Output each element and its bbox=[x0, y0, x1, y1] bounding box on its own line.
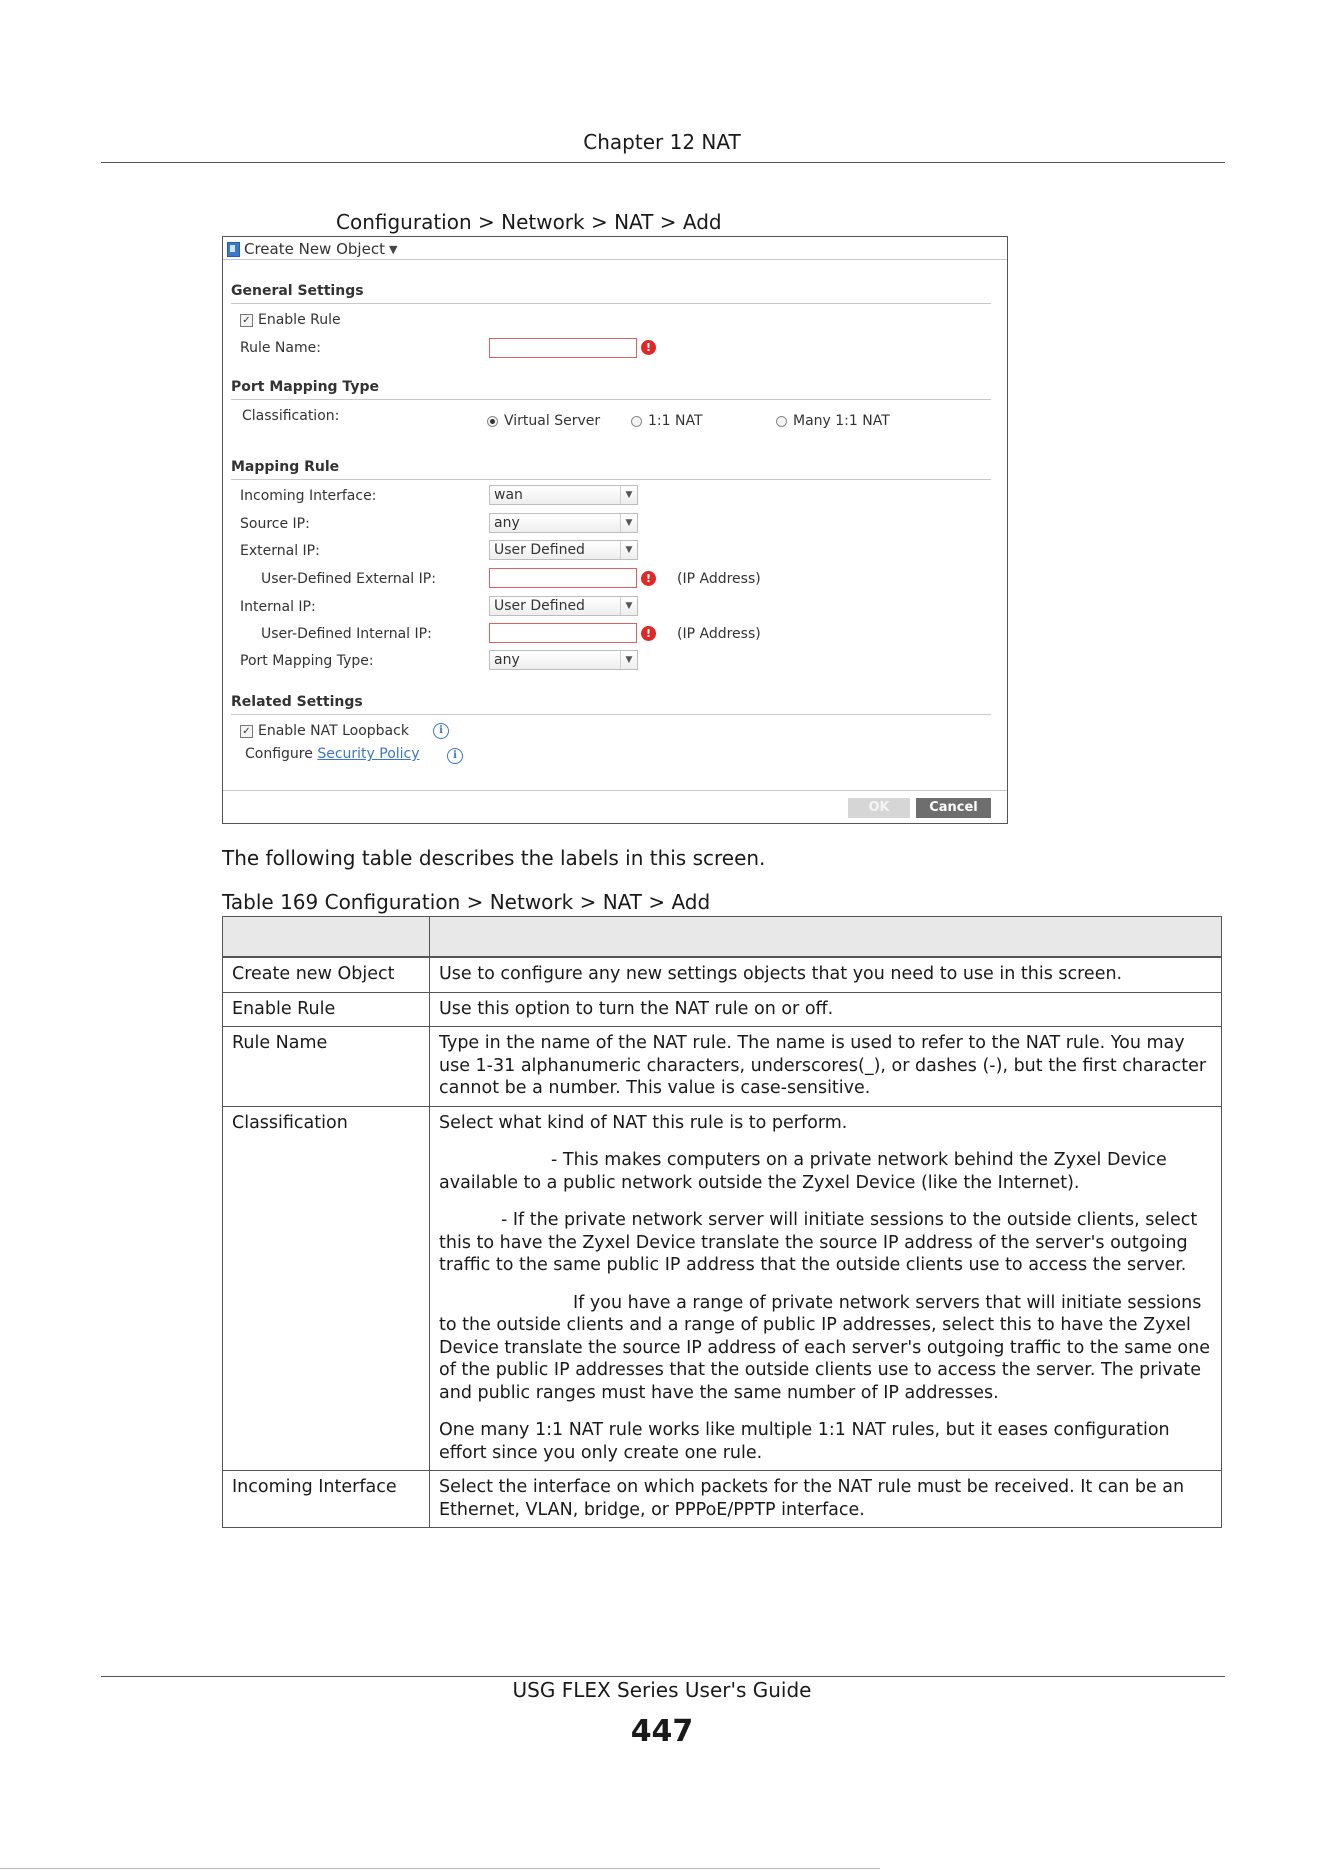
select-value: any bbox=[494, 652, 520, 668]
toolbar-divider bbox=[223, 259, 1007, 260]
external-ip-label: External IP: bbox=[240, 543, 320, 559]
row-label: Classification bbox=[223, 1106, 430, 1471]
row-label: Enable Rule bbox=[223, 992, 430, 1027]
info-icon[interactable]: i bbox=[433, 723, 449, 739]
row-description bbox=[430, 992, 1222, 1027]
warning-icon: ! bbox=[641, 626, 656, 641]
row-label: Create new Object bbox=[223, 957, 430, 992]
section-divider bbox=[231, 303, 991, 304]
footer-divider bbox=[223, 790, 1007, 791]
section-divider bbox=[231, 714, 991, 715]
internal-ip-label: Internal IP: bbox=[240, 599, 316, 615]
table-row bbox=[223, 1471, 1222, 1528]
section-divider bbox=[231, 399, 991, 400]
internal-ip-hint: (IP Address) bbox=[677, 626, 761, 642]
incoming-interface-select[interactable] bbox=[489, 485, 638, 505]
table-row bbox=[223, 1106, 1222, 1471]
configure-security-policy bbox=[245, 746, 420, 762]
enable-rule-checkbox[interactable]: ✓ bbox=[240, 314, 253, 327]
rule-name-input[interactable] bbox=[489, 338, 637, 358]
enable-nat-loopback-checkbox[interactable]: ✓ bbox=[240, 725, 253, 738]
select-value: wan bbox=[494, 487, 523, 503]
select-value: User Defined bbox=[494, 598, 585, 614]
header-divider bbox=[101, 162, 1225, 163]
internal-ip-select[interactable] bbox=[489, 596, 638, 616]
create-new-object-menu[interactable] bbox=[227, 240, 397, 258]
warning-icon: ! bbox=[641, 340, 656, 355]
chevron-down-icon: ▼ bbox=[620, 514, 637, 532]
row-description bbox=[430, 957, 1222, 992]
header-cell-description bbox=[430, 917, 1222, 958]
row-label: Rule Name bbox=[223, 1027, 430, 1107]
row-paragraph: Type in the name of the NAT rule. The name is used to refer to the NAT rule. You may use 1-31 alphanumeric characters, underscores(_), or dashes (-), but the first character cannot be a number. This value is case-sensitive. bbox=[439, 1033, 1207, 1098]
warning-icon: ! bbox=[641, 571, 656, 586]
table-header-row bbox=[223, 917, 1222, 958]
select-value: User Defined bbox=[494, 542, 585, 558]
row-description bbox=[430, 1027, 1222, 1107]
row-paragraph: Select the interface on which packets for the NAT rule must be received. It can be an Ethernet, VLAN, bridge, or PPPoE/PPTP interface. bbox=[439, 1477, 1185, 1520]
table-row bbox=[223, 1027, 1222, 1107]
table-row bbox=[223, 957, 1222, 992]
row-description bbox=[430, 1106, 1222, 1471]
page-edge-line bbox=[0, 1868, 880, 1869]
caret-down-icon: ▼ bbox=[388, 242, 398, 256]
row-label: Incoming Interface bbox=[223, 1471, 430, 1528]
info-icon[interactable]: i bbox=[447, 748, 463, 764]
row-paragraph: Use this option to turn the NAT rule on or off. bbox=[439, 998, 834, 1019]
configure-label: Configure bbox=[245, 746, 313, 762]
rule-name-label: Rule Name: bbox=[240, 340, 321, 356]
row-paragraph: Use to configure any new settings objects that you need to use in this screen. bbox=[439, 964, 1123, 984]
security-policy-link[interactable]: Security Policy bbox=[317, 746, 420, 762]
user-defined-external-ip-input[interactable] bbox=[489, 568, 637, 588]
chevron-down-icon: ▼ bbox=[620, 541, 637, 559]
row-description bbox=[430, 1471, 1222, 1528]
source-ip-label: Source IP: bbox=[240, 516, 310, 532]
enable-rule-label: Enable Rule bbox=[258, 312, 341, 328]
labels-table bbox=[222, 916, 1222, 1528]
row-paragraph: One many 1:1 NAT rule works like multiple 1:1 NAT rules, but it eases configuration effort since you only create one rule. bbox=[439, 1420, 1170, 1463]
source-ip-select[interactable] bbox=[489, 513, 638, 533]
enable-nat-loopback-label: Enable NAT Loopback bbox=[258, 723, 409, 739]
create-new-object-label: Create New Object bbox=[244, 240, 385, 258]
row-paragraph: Select what kind of NAT this rule is to perform. bbox=[439, 1112, 848, 1133]
user-defined-internal-ip-input[interactable] bbox=[489, 623, 637, 643]
user-defined-internal-ip-label: User-Defined Internal IP: bbox=[261, 626, 432, 642]
section-divider bbox=[231, 479, 991, 480]
external-ip-hint: (IP Address) bbox=[677, 571, 761, 587]
user-defined-external-ip-label: User-Defined External IP: bbox=[261, 571, 436, 587]
row-paragraph: - This makes computers on a private network behind the Zyxel Device available to a public network outside the Zyxel Device (like the Internet). bbox=[439, 1150, 1167, 1193]
page-number: 447 bbox=[630, 1714, 694, 1749]
chapter-title: Chapter 12 NAT bbox=[583, 130, 741, 154]
radio-many-1-1-nat[interactable] bbox=[776, 416, 787, 427]
row-paragraph: - If the private network server will initiate sessions to the outside clients, select this to have the Zyxel Device translate the source IP address of the server's outgoing traffic to the same public IP address that the outside clients use to access the server. bbox=[439, 1210, 1198, 1275]
intro-text: The following table describes the labels in this screen. bbox=[222, 846, 766, 870]
external-ip-select[interactable] bbox=[489, 540, 638, 560]
header-cell-label bbox=[223, 917, 430, 958]
footer-divider bbox=[101, 1676, 1225, 1677]
incoming-interface-label: Incoming Interface: bbox=[240, 488, 377, 504]
radio-virtual-server[interactable] bbox=[487, 416, 498, 427]
chevron-down-icon: ▼ bbox=[620, 486, 637, 504]
select-value: any bbox=[494, 515, 520, 531]
figure-caption: Configuration > Network > NAT > Add bbox=[336, 210, 722, 234]
one-to-one-nat-label: 1:1 NAT bbox=[648, 413, 703, 429]
chevron-down-icon: ▼ bbox=[620, 651, 637, 669]
cancel-button[interactable]: Cancel bbox=[916, 798, 991, 818]
many-one-to-one-nat-label: Many 1:1 NAT bbox=[793, 413, 890, 429]
section-general-settings: General Settings bbox=[231, 283, 364, 299]
guide-title: USG FLEX Series User's Guide bbox=[512, 1678, 812, 1702]
row-paragraph: If you have a range of private network servers that will initiate sessions to the outside clients and a range of public IP addresses, select this to have the Zyxel Device translate the source IP address of each server's outgoing traffic to the same one of the public IP addresses that the outside clients use to access the server. The private and public ranges must have the same number of IP addresses. bbox=[439, 1292, 1210, 1403]
ok-button[interactable]: OK bbox=[848, 798, 910, 818]
virtual-server-label: Virtual Server bbox=[504, 413, 601, 429]
nat-add-dialog bbox=[222, 236, 1008, 824]
section-port-mapping-type: Port Mapping Type bbox=[231, 379, 379, 395]
section-related-settings: Related Settings bbox=[231, 694, 363, 710]
chevron-down-icon: ▼ bbox=[620, 597, 637, 615]
table-row bbox=[223, 992, 1222, 1027]
radio-1-1-nat[interactable] bbox=[631, 416, 642, 427]
table-caption: Table 169 Configuration > Network > NAT > Add bbox=[222, 890, 711, 914]
object-icon bbox=[227, 242, 240, 257]
port-mapping-type-label: Port Mapping Type: bbox=[240, 653, 374, 669]
port-mapping-type-select[interactable] bbox=[489, 650, 638, 670]
classification-label: Classification: bbox=[242, 408, 340, 424]
section-mapping-rule: Mapping Rule bbox=[231, 459, 340, 475]
